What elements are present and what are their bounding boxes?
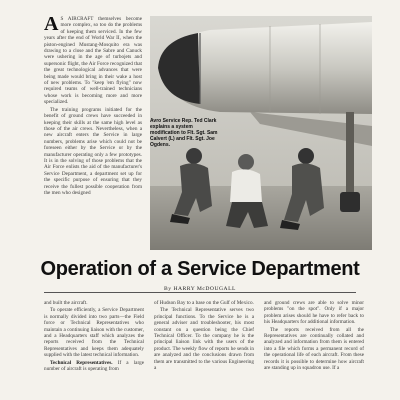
intro-paragraph-2: The training programs initiated for the benefit of ground crews have succeeded in keeping their skills at the same high level as those of the air crews. Nevertheless, when a new aircraft enters the Service in large numbers, problems arise which could not be foreseen either by the Service or by the manufacturer operating only a few prototypes. It is in the solving of those problems that the Air Force enlists the aid of the manufacturer's Service Department, a department set up for the specific purpose of ensuring that they receive the fullest possible cooperation from the men who designed	[44, 106, 142, 196]
body-paragraph: To operate efficiently, a Service Department is normally divided into two parts—the Field force or Technical Representatives who maintain a continuing liaison with the customer, and a Headquarters staff which analyzes the reports received from the Technical Representatives and keeps them adequately supplied with the latest technical information.	[44, 307, 144, 359]
body-paragraph: The Technical Representative serves two principal functions. To the Service he is a general adviser and troubleshooter, his most constant on a question being the Chief Technical Officer. To the company he is the principal liaison link with the users of the product. The weekly flow of reports he sends in are analyzed and the conclusions drawn from them are transmitted to the various Engineering a	[154, 307, 254, 372]
body-column-1	[44, 300, 144, 373]
photo-caption: Avro Service Rep. Ted Clark explains a system modification to Flt. Sgt. Sam Calvert (L) and Flt. Sgt. Joe Ogdens.	[150, 118, 218, 148]
article-title: Operation of a Service Department	[40, 258, 360, 280]
title-divider	[44, 292, 356, 293]
body-column-2	[154, 300, 254, 372]
intro-paragraph-1: S AIRCRAFT themselves become more complex, so too do the problems of keeping them serviced. In the few years after the end of World War II, when the piston-engined Mustang-Mosquito era was drawing to a close and the Sabre and Canuck were ushering in the age of turbojets and supersonic flight, the Air Force recognized that the great technological advances that were being made would bring in their wake a host of new problems. To "keep 'em flying" now required teams of well-trained technicians whose work is becoming more and more specialized.	[44, 16, 142, 106]
intro-column	[44, 13, 142, 197]
section-heading: Technical Representatives.	[50, 359, 113, 366]
body-paragraph: The reports received from all the Representatives are continually collated and analyzed and information from them is entered into a file which forms a permanent record of the operational life of each aircraft. From these records it is possible to determine how aircraft are standing up in squadron use. If a	[264, 326, 364, 372]
drop-cap: A	[44, 13, 59, 35]
article-byline: By HARRY McDOUGALL	[164, 286, 236, 292]
body-paragraph: If a large number of aircraft is operating from	[44, 359, 144, 373]
body-column-3	[264, 300, 364, 372]
body-paragraph: and ground crews are able to solve minor problems "on the spot". Only if a major problem arises should he have to refer back to his Headquarters for additional information.	[264, 300, 364, 326]
body-paragraph: of Hudson Bay to a base on the Gulf of Mexico.	[154, 300, 254, 306]
body-paragraph: and built the aircraft.	[44, 300, 88, 306]
